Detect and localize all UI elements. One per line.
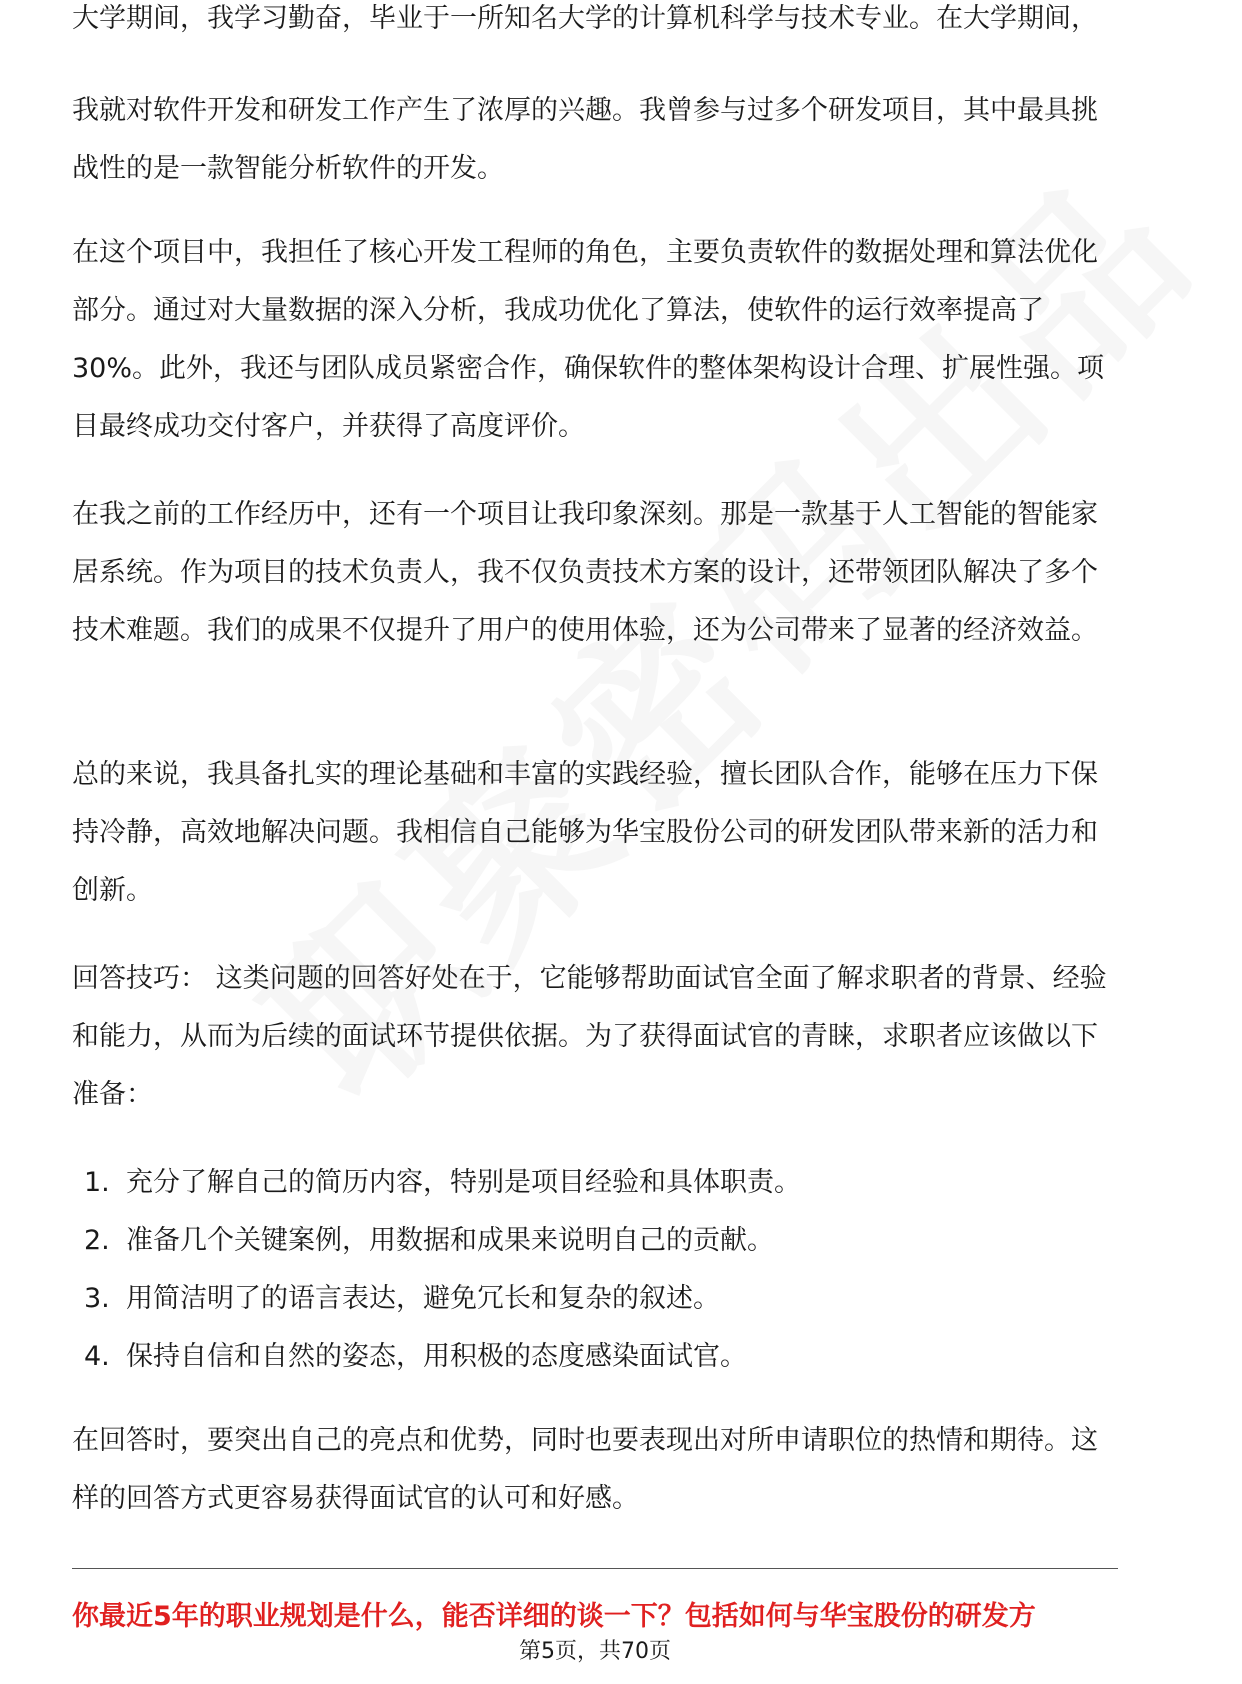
tips-list <box>84 1154 1114 1386</box>
list-item-number: 3. <box>84 1283 110 1314</box>
list-item <box>84 1212 1114 1270</box>
list-item-text: 保持自信和自然的姿态，用积极的态度感染面试官。 <box>126 1341 747 1372</box>
list-item <box>84 1154 1114 1212</box>
list-item-text: 用简洁明了的语言表达，避免冗长和复杂的叙述。 <box>126 1283 720 1314</box>
section-divider <box>72 1568 1118 1569</box>
paragraph-closing-advice: 在回答时，要突出自己的亮点和优势，同时也要表现出对所申请职位的热情和期待。这样的回答方式更容易获得面试官的认可和好感。 <box>72 1425 1098 1514</box>
clipped-line-text: 大学期间，我学习勤奋，毕业于一所知名大学的计算机科学与技术专业。在大学期间， <box>72 3 1098 34</box>
paragraph-core-engineer-project: 在这个项目中，我担任了核心开发工程师的角色，主要负责软件的数据处理和算法优化部分。通过对大量数据的深入分析，我成功优化了算法，使软件的运行效率提高了30%。此外，我还与团队成员紧密合作，确保软件的整体架构设计合理、扩展性强。项目最终成功交付客户，并获得了高度评价。 <box>72 237 1105 442</box>
next-question-heading: 你最近5年的职业规划是什么，能否详细的谈一下？包括如何与华宝股份的研发方 <box>72 1601 1036 1632</box>
paragraph-answer-tips: 回答技巧： 这类问题的回答好处在于，它能够帮助面试官全面了解求职者的背景、经验和能力，从而为后续的面试环节提供依据。为了获得面试官的青睐，求职者应该做以下准备： <box>72 963 1107 1110</box>
list-item-number: 2. <box>84 1225 110 1256</box>
paragraph-software-interest: 我就对软件开发和研发工作产生了浓厚的兴趣。我曾参与过多个研发项目，其中最具挑战性的是一款智能分析软件的开发。 <box>72 95 1098 184</box>
paragraph-summary: 总的来说，我具备扎实的理论基础和丰富的实践经验，擅长团队合作，能够在压力下保持冷静，高效地解决问题。我相信自己能够为华宝股份公司的研发团队带来新的活力和创新。 <box>72 759 1098 906</box>
list-item <box>84 1328 1114 1386</box>
list-item-number: 4. <box>84 1341 110 1372</box>
paragraph-smart-home-project: 在我之前的工作经历中，还有一个项目让我印象深刻。那是一款基于人工智能的智能家居系统。作为项目的技术负责人，我不仅负责技术方案的设计，还带领团队解决了多个技术难题。我们的成果不仅提升了用户的使用体验，还为公司带来了显著的经济效益。 <box>72 499 1098 646</box>
page-number: 第5页，共70页 <box>519 1639 671 1664</box>
list-item-text: 充分了解自己的简历内容，特别是项目经验和具体职责。 <box>126 1167 801 1198</box>
clipped-previous-line <box>72 3 1118 60</box>
list-item-number: 1. <box>84 1167 110 1198</box>
list-item-text: 准备几个关键案例，用数据和成果来说明自己的贡献。 <box>126 1225 774 1256</box>
list-item <box>84 1270 1114 1328</box>
